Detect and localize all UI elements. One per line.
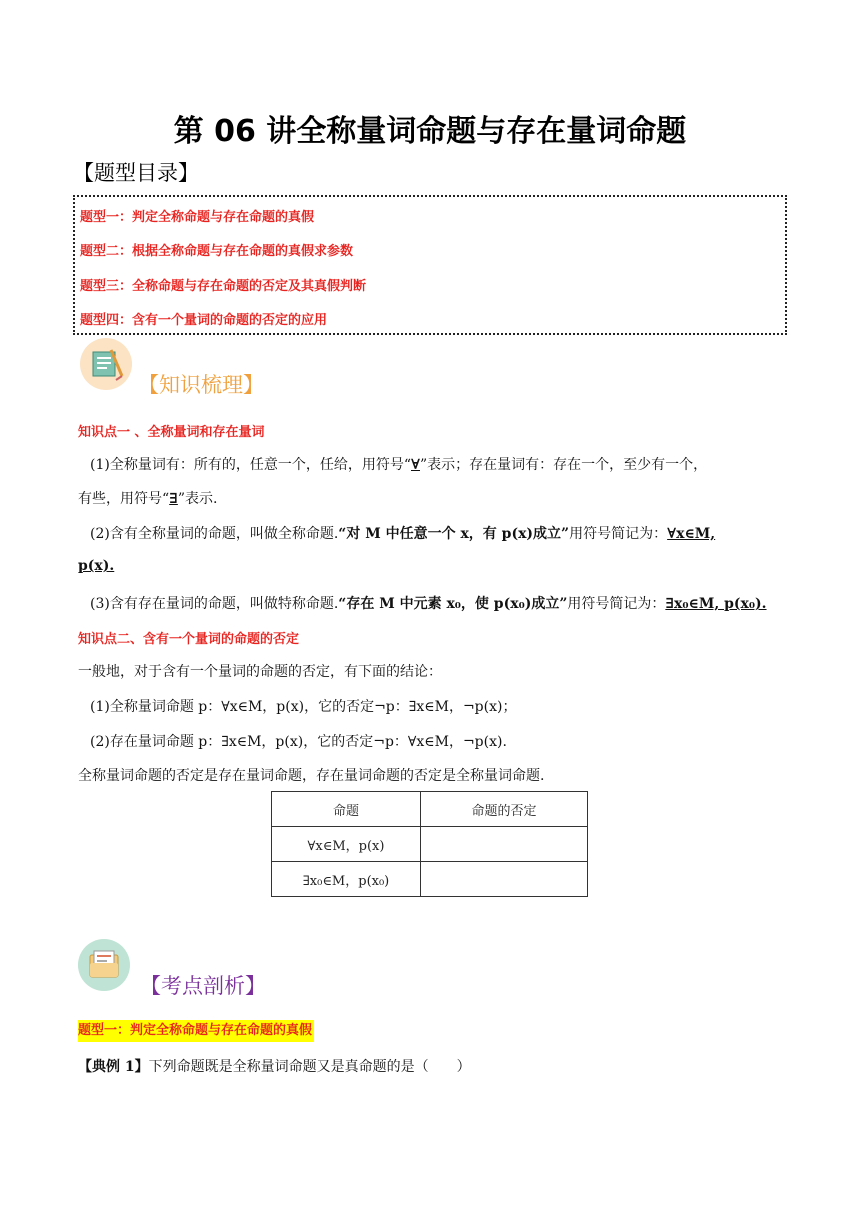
page-title: 第 06 讲全称量词命题与存在量词命题 <box>173 114 687 149</box>
notebook-pencil-icon <box>80 338 132 390</box>
toc-heading: 【题型目录】 <box>73 161 199 185</box>
table-cell: ∃x₀∈M，p(x₀) <box>272 862 421 897</box>
kp1-paragraph-2: (2)含有全称量词的命题，叫做全称命题.“对 M 中任意一个 x，有 p(x)成立”用符号简记为：∀x∈M, <box>90 526 716 542</box>
kp1-paragraph-1: (1)全称量词有：所有的，任意一个，任给，用符号“∀”表示；存在量词有：存在一个，至少有一个， <box>90 457 708 473</box>
kp2-rule-1: (1)全称量词命题 p：∀x∈M，p(x)，它的否定¬p：∃x∈M，¬p(x)； <box>90 699 517 715</box>
table-row <box>272 827 588 862</box>
kp1-paragraph-1-cont: 有些，用符号“∃”表示. <box>78 491 218 507</box>
table-header-row <box>272 792 588 827</box>
negation-table <box>271 791 588 897</box>
toc-item-3[interactable]: 题型三：全称命题与存在命题的否定及其真假判断 <box>80 279 367 294</box>
kp1-paragraph-2-cont: p(x). <box>78 558 115 574</box>
example-label: 【典例 1】 <box>78 1059 149 1075</box>
toc-item-1[interactable]: 题型一：判定全称命题与存在命题的真假 <box>80 210 315 225</box>
knowledge-point-1-heading: 知识点一 、全称量词和存在量词 <box>78 425 265 440</box>
knowledge-point-2-heading: 知识点二、含有一个量词的命题的否定 <box>78 632 300 647</box>
toc-item-4[interactable]: 题型四：含有一个量词的命题的否定的应用 <box>80 313 328 328</box>
table-row <box>272 862 588 897</box>
kp2-rule-2: (2)存在量词命题 p：∃x∈M，p(x)，它的否定¬p：∀x∈M，¬p(x). <box>90 734 507 750</box>
table-cell-empty[interactable] <box>421 827 588 862</box>
section-title-knowledge: 【知识梳理】 <box>138 373 264 397</box>
folder-document-icon <box>78 939 130 991</box>
table-header-negation: 命题的否定 <box>421 792 588 827</box>
example-text: 下列命题既是全称量词命题又是真命题的是（ ） <box>148 1059 471 1075</box>
toc-item-2[interactable]: 题型二：根据全称命题与存在命题的真假求参数 <box>80 244 354 259</box>
kp1-paragraph-3: (3)含有存在量词的命题，叫做特称命题.“存在 M 中元素 x₀，使 p(x₀)成立”用符号简记为：∃x₀∈M, p(x₀). <box>90 596 767 612</box>
example-1 <box>78 1056 471 1076</box>
kp2-summary: 全称量词命题的否定是存在量词命题，存在量词命题的否定是全称量词命题. <box>78 768 545 784</box>
table-cell-empty[interactable] <box>421 862 588 897</box>
toc-box <box>73 195 787 335</box>
kp2-intro: 一般地，对于含有一个量词的命题的否定，有下面的结论： <box>78 664 442 680</box>
highlighted-question-type: 题型一：判定全称命题与存在命题的真假 <box>78 1020 314 1042</box>
table-cell: ∀x∈M，p(x) <box>272 827 421 862</box>
table-header-proposition: 命题 <box>272 792 421 827</box>
section-title-analysis: 【考点剖析】 <box>140 974 266 998</box>
